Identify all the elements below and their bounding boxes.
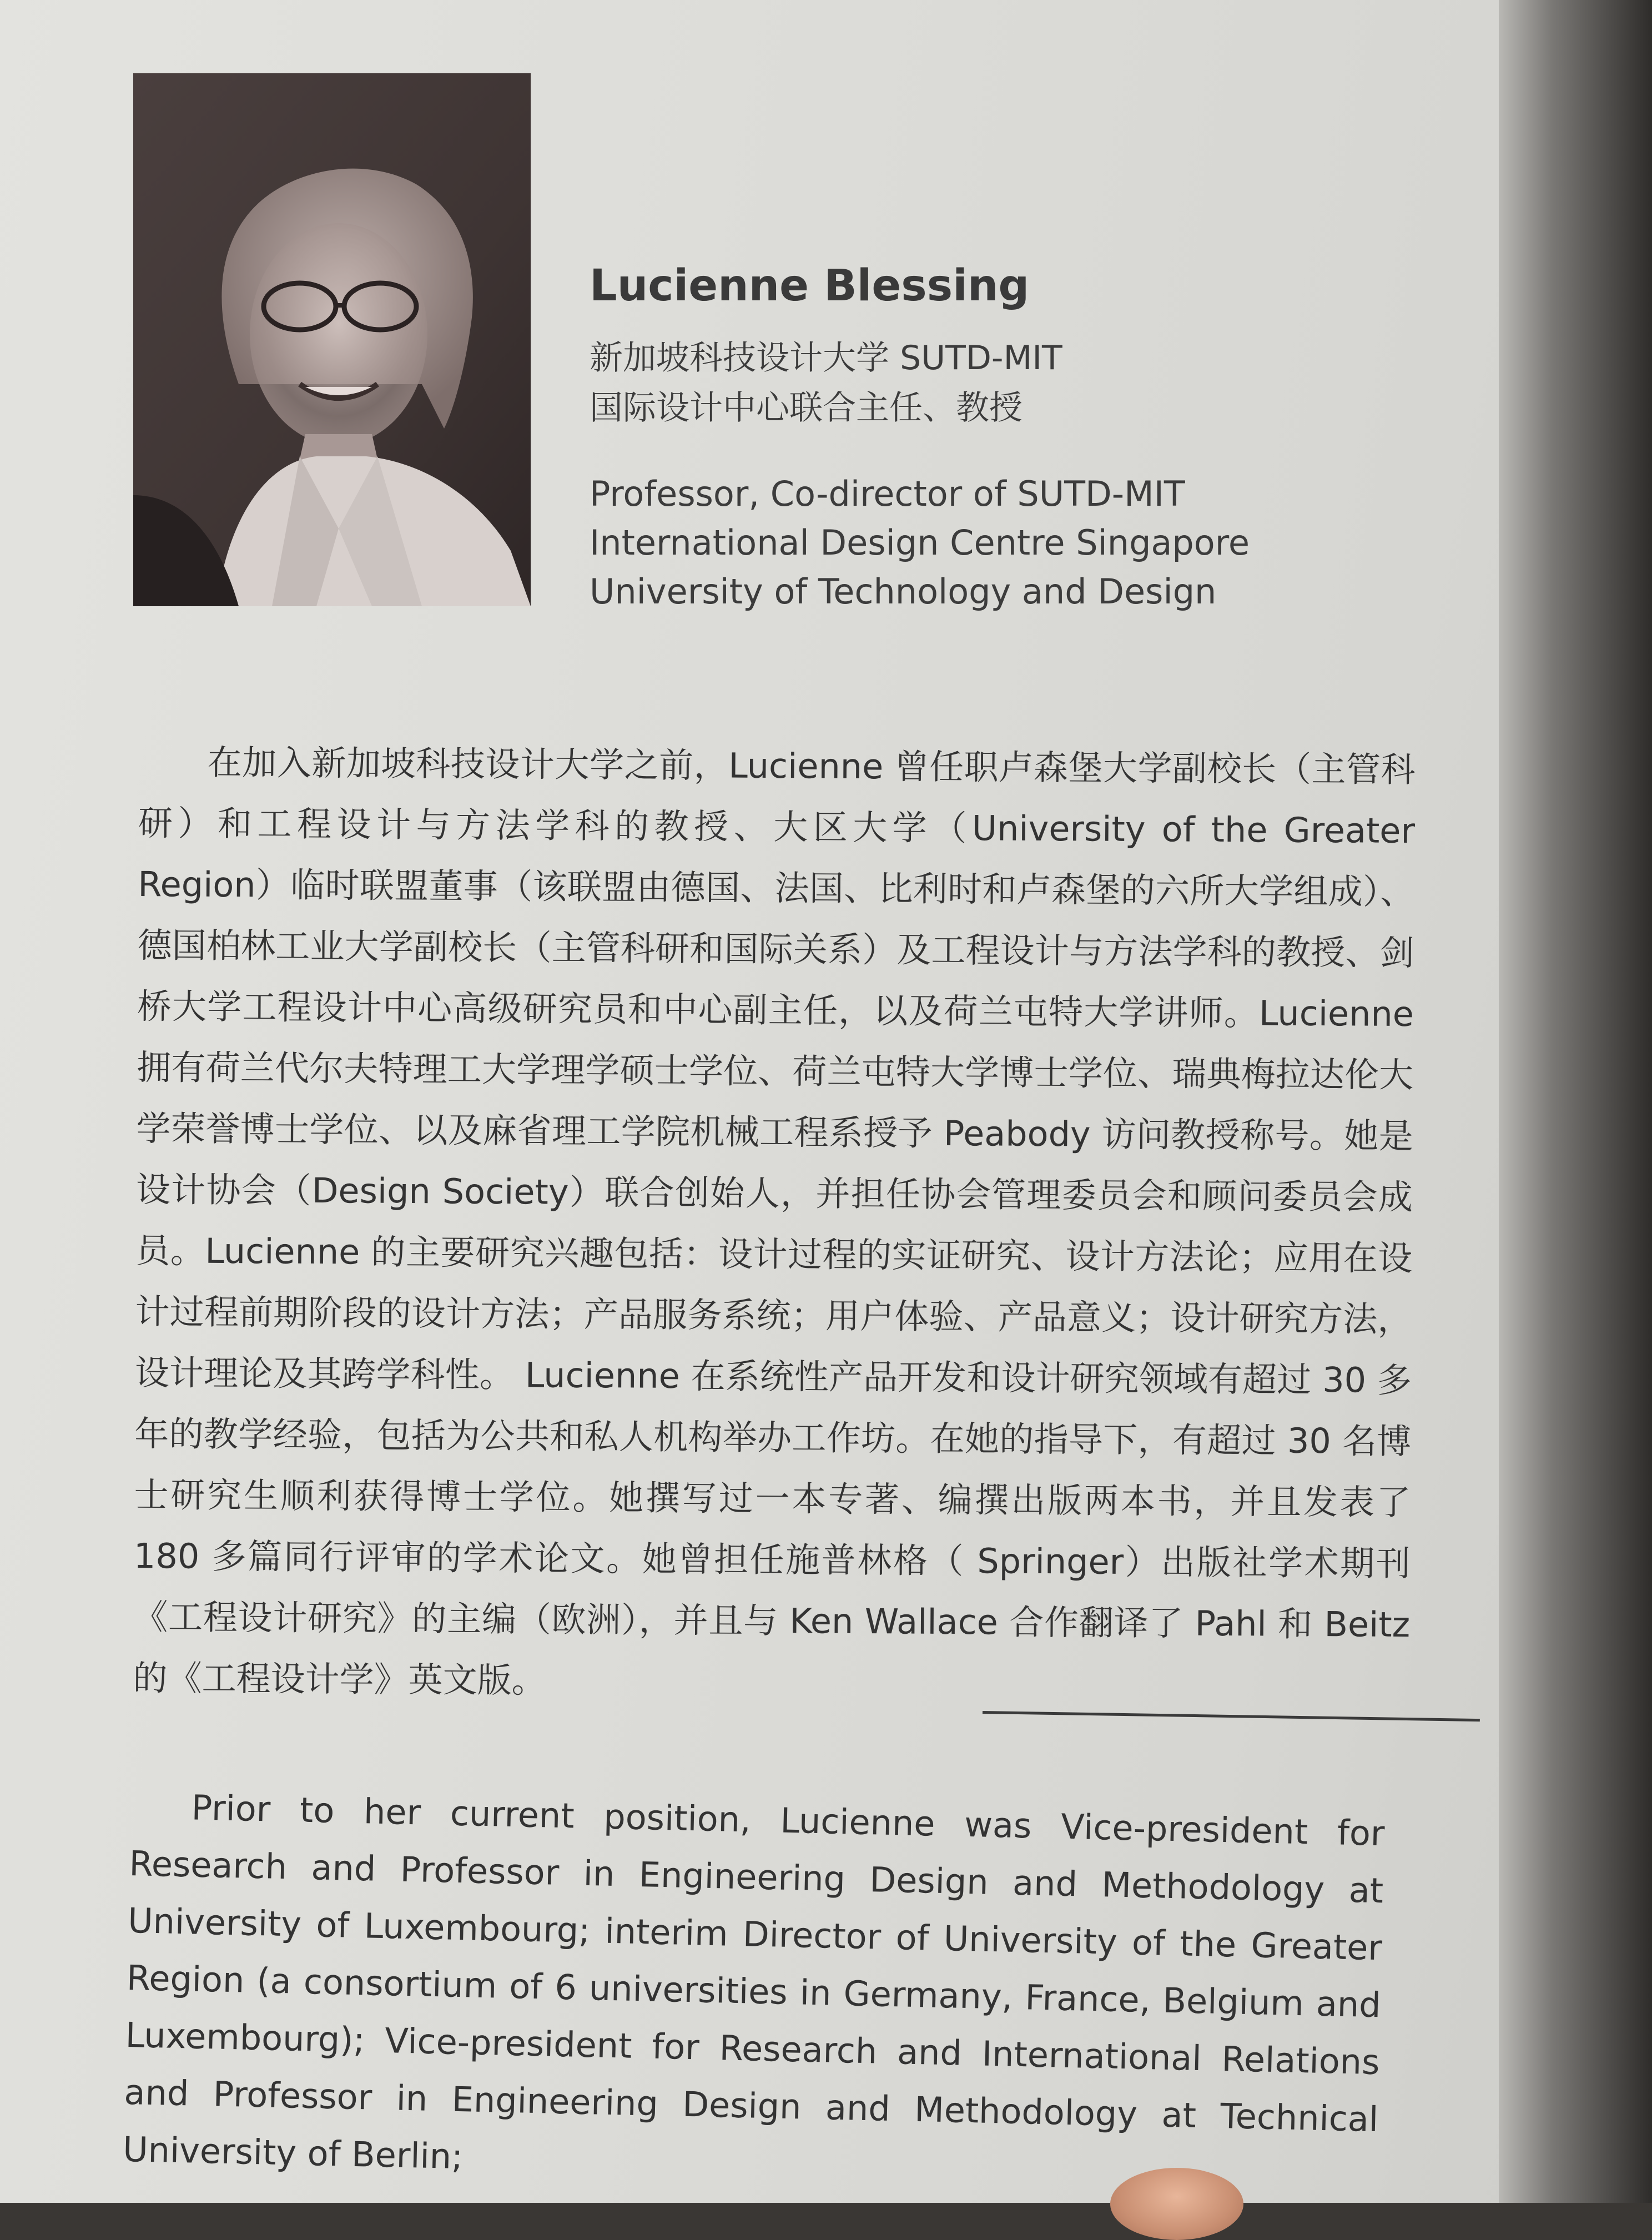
biography-english: Prior to her current position, Lucienne was Vice-president for Research and Professor in Engineering Design and Methodology at University of Luxembourg; interim Director of University of the Greater Region (a consortium of 6 universities in Germany, France, Belgium and Luxembourg); Vice-president for Research and International Relations and Professor in Engineering Design and Methodology at Technical University of Berlin; — [122, 1787, 1386, 2177]
biography-chinese: 在加入新加坡科技设计大学之前，Lucienne 曾任职卢森堡大学副校长（主管科研）和工程设计与方法学科的教授、大区大学（University of the Greater Region）临时联盟董事（该联盟由德国、法国、比利时和卢森堡的六所大学组成）、德国柏林工业大学副校长（主管科研和国际关系）及工程设计与方法学科的教授、剑桥大学工程设计中心高级研究员和中心副主任，以及荷兰屯特大学讲师。Lucienne 拥有荷兰代尔夫特理工大学理学硕士学位、荷兰屯特大学博士学位、瑞典梅拉达伦大学荣誉博士学位、以及麻省理工学院机械工程系授予 Peabody 访问教授称号。她是设计协会（Design Society）联合创始人，并担任协会管理委员会和顾问委员会成员。Lucienne 的主要研究兴趣包括：设计过程的实证研究、设计方法论；应用在设计过程前期阶段的设计方法；产品服务系统；用户体验、产品意义；设计研究方法，设计理论及其跨学科性。 Lucienne 在系统性产品开发和设计研究领域有超过 30 多年的教学经验，包括为公共和私人机构举办工作坊。在她的指导下，有超过 30 名博士研究生顺利获得博士学位。她撰写过一本专著、编撰出版两本书，并且发表了 180 多篇同行评审的学术论文。她曾担任施普林格（ Springer）出版社学术期刊《工程设计研究》的主编（欧洲），并且与 Ken Wallace 合作翻译了 Pahl 和 Beitz 的《工程设计学》英文版。 — [133, 742, 1416, 1701]
affiliation-en-line: Professor, Co-director of SUTD-MIT — [590, 474, 1185, 514]
affiliation-chinese — [590, 333, 1062, 433]
affiliation-english — [590, 470, 1250, 616]
finger-tip — [1110, 2168, 1243, 2240]
affiliation-cn-line: 国际设计中心联合主任、教授 — [590, 389, 1023, 427]
affiliation-cn-line: 新加坡科技设计大学 SUTD-MIT — [590, 339, 1062, 377]
book-edge — [1499, 0, 1652, 2203]
person-name: Lucienne Blessing — [590, 261, 1030, 311]
portrait-photo — [133, 73, 531, 606]
affiliation-en-line: International Design Centre Singapore — [590, 522, 1250, 563]
affiliation-en-line: University of Technology and Design — [590, 571, 1217, 612]
